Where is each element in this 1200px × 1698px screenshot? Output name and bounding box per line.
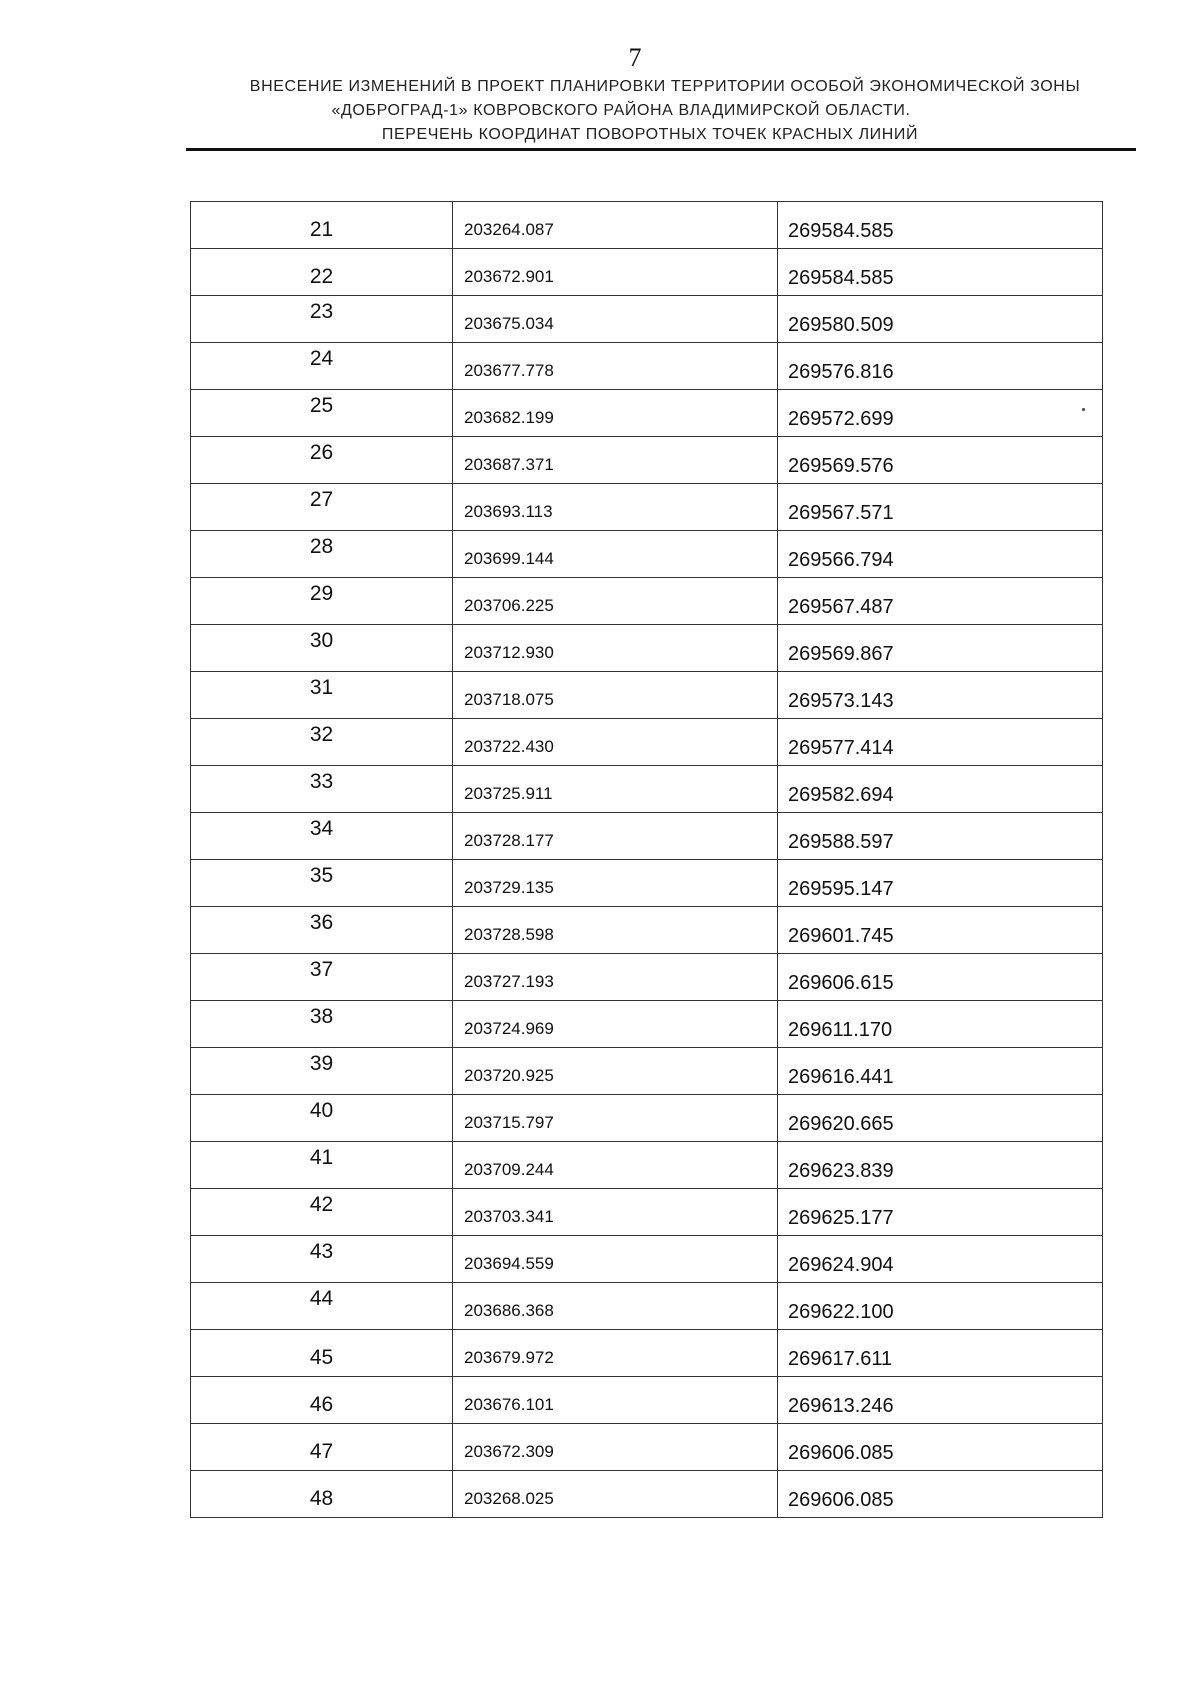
x-coordinate: 203694.559: [453, 1236, 778, 1283]
table-row: [191, 1471, 1103, 1518]
y-coordinate: 269606.085: [778, 1471, 1103, 1518]
point-number: 46: [191, 1377, 453, 1424]
y-coordinate: 269601.745: [778, 907, 1103, 954]
x-coordinate: 203675.034: [453, 296, 778, 343]
x-coordinate: 203728.598: [453, 907, 778, 954]
y-coordinate: 269622.100: [778, 1283, 1103, 1330]
point-number: 29: [191, 578, 453, 625]
table-row: [191, 578, 1103, 625]
x-coordinate: 203687.371: [453, 437, 778, 484]
page-number: 7: [628, 43, 642, 72]
point-number: 43: [191, 1236, 453, 1283]
point-number: 45: [191, 1330, 453, 1377]
x-coordinate: 203709.244: [453, 1142, 778, 1189]
y-coordinate: 269582.694: [778, 766, 1103, 813]
point-number: 24: [191, 343, 453, 390]
x-coordinate: 203706.225: [453, 578, 778, 625]
x-coordinate: 203677.778: [453, 343, 778, 390]
x-coordinate: 203703.341: [453, 1189, 778, 1236]
x-coordinate: 203712.930: [453, 625, 778, 672]
y-coordinate: 269617.611: [778, 1330, 1103, 1377]
table-row: [191, 249, 1103, 296]
y-coordinate: 269576.816: [778, 343, 1103, 390]
y-coordinate: 269611.170: [778, 1001, 1103, 1048]
table-row: [191, 1048, 1103, 1095]
point-number: 41: [191, 1142, 453, 1189]
coordinates-table-body: [191, 202, 1103, 1518]
x-coordinate: 203672.309: [453, 1424, 778, 1471]
y-coordinate: 269577.414: [778, 719, 1103, 766]
table-row: [191, 907, 1103, 954]
point-number: 23: [191, 296, 453, 343]
table-row: [191, 1001, 1103, 1048]
x-coordinate: 203728.177: [453, 813, 778, 860]
point-number: 32: [191, 719, 453, 766]
point-number: 40: [191, 1095, 453, 1142]
point-number: 27: [191, 484, 453, 531]
y-coordinate: 269588.597: [778, 813, 1103, 860]
x-coordinate: 203729.135: [453, 860, 778, 907]
header-line-2: «ДОБРОГРАД-1» КОВРОВСКОГО РАЙОНА ВЛАДИМИРСКОЙ ОБЛАСТИ.: [331, 102, 911, 119]
table-row: [191, 484, 1103, 531]
x-coordinate: 203715.797: [453, 1095, 778, 1142]
table-row: [191, 1424, 1103, 1471]
y-coordinate: 269595.147: [778, 860, 1103, 907]
table-row: [191, 296, 1103, 343]
scan-speck: [1082, 408, 1085, 411]
x-coordinate: 203722.430: [453, 719, 778, 766]
x-coordinate: 203679.972: [453, 1330, 778, 1377]
y-coordinate: 269580.509: [778, 296, 1103, 343]
point-number: 39: [191, 1048, 453, 1095]
x-coordinate: 203725.911: [453, 766, 778, 813]
point-number: 31: [191, 672, 453, 719]
y-coordinate: 269606.085: [778, 1424, 1103, 1471]
point-number: 34: [191, 813, 453, 860]
table-row: [191, 1330, 1103, 1377]
x-coordinate: 203724.969: [453, 1001, 778, 1048]
table-row: [191, 390, 1103, 437]
y-coordinate: 269569.867: [778, 625, 1103, 672]
x-coordinate: 203682.199: [453, 390, 778, 437]
y-coordinate: 269625.177: [778, 1189, 1103, 1236]
table-row: [191, 625, 1103, 672]
table-row: [191, 437, 1103, 484]
point-number: 36: [191, 907, 453, 954]
y-coordinate: 269573.143: [778, 672, 1103, 719]
x-coordinate: 203693.113: [453, 484, 778, 531]
table-row: [191, 1283, 1103, 1330]
table-row: [191, 202, 1103, 249]
table-row: [191, 860, 1103, 907]
y-coordinate: 269572.699: [778, 390, 1103, 437]
x-coordinate: 203268.025: [453, 1471, 778, 1518]
point-number: 25: [191, 390, 453, 437]
table-row: [191, 1095, 1103, 1142]
point-number: 26: [191, 437, 453, 484]
point-number: 21: [191, 202, 453, 249]
point-number: 42: [191, 1189, 453, 1236]
x-coordinate: 203676.101: [453, 1377, 778, 1424]
y-coordinate: 269606.615: [778, 954, 1103, 1001]
point-number: 37: [191, 954, 453, 1001]
y-coordinate: 269569.576: [778, 437, 1103, 484]
x-coordinate: 203718.075: [453, 672, 778, 719]
document-header: [180, 75, 1150, 147]
point-number: 33: [191, 766, 453, 813]
x-coordinate: 203720.925: [453, 1048, 778, 1095]
y-coordinate: 269566.794: [778, 531, 1103, 578]
coordinates-table: [190, 201, 1103, 1518]
table-row: [191, 1142, 1103, 1189]
table-row: [191, 672, 1103, 719]
x-coordinate: 203264.087: [453, 202, 778, 249]
header-divider: [186, 148, 1136, 151]
table-row: [191, 1236, 1103, 1283]
table-row: [191, 343, 1103, 390]
y-coordinate: 269567.571: [778, 484, 1103, 531]
header-line-1: ВНЕСЕНИЕ ИЗМЕНЕНИЙ В ПРОЕКТ ПЛАНИРОВКИ ТЕРРИТОРИИ ОСОБОЙ ЭКОНОМИЧЕСКОЙ ЗОНЫ: [249, 78, 1081, 95]
table-row: [191, 954, 1103, 1001]
table-row: [191, 1377, 1103, 1424]
point-number: 38: [191, 1001, 453, 1048]
y-coordinate: 269620.665: [778, 1095, 1103, 1142]
table-row: [191, 813, 1103, 860]
table-row: [191, 1189, 1103, 1236]
y-coordinate: 269567.487: [778, 578, 1103, 625]
x-coordinate: 203699.144: [453, 531, 778, 578]
point-number: 47: [191, 1424, 453, 1471]
y-coordinate: 269624.904: [778, 1236, 1103, 1283]
table-row: [191, 766, 1103, 813]
point-number: 44: [191, 1283, 453, 1330]
y-coordinate: 269613.246: [778, 1377, 1103, 1424]
point-number: 35: [191, 860, 453, 907]
table-row: [191, 719, 1103, 766]
header-line-3: ПЕРЕЧЕНЬ КООРДИНАТ ПОВОРОТНЫХ ТОЧЕК КРАСНЫХ ЛИНИЙ: [381, 126, 919, 143]
point-number: 22: [191, 249, 453, 296]
x-coordinate: 203727.193: [453, 954, 778, 1001]
y-coordinate: 269584.585: [778, 249, 1103, 296]
point-number: 30: [191, 625, 453, 672]
point-number: 48: [191, 1471, 453, 1518]
y-coordinate: 269623.839: [778, 1142, 1103, 1189]
point-number: 28: [191, 531, 453, 578]
x-coordinate: 203672.901: [453, 249, 778, 296]
y-coordinate: 269616.441: [778, 1048, 1103, 1095]
x-coordinate: 203686.368: [453, 1283, 778, 1330]
table-row: [191, 531, 1103, 578]
y-coordinate: 269584.585: [778, 202, 1103, 249]
